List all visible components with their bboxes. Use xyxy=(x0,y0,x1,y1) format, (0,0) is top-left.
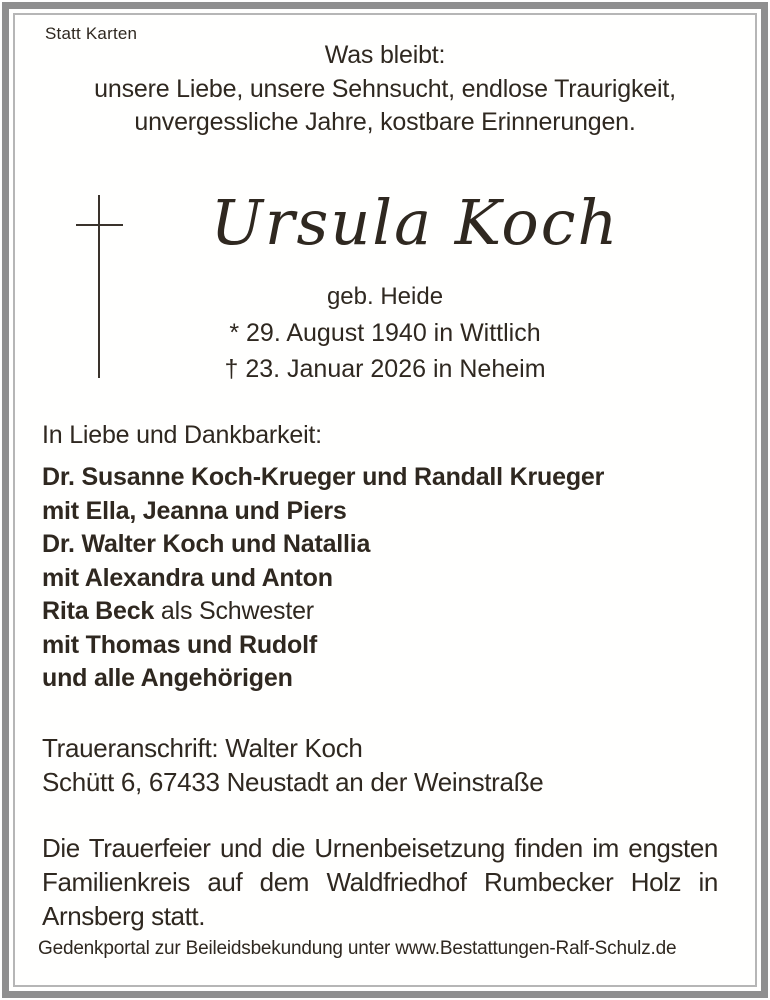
family-line-bold: Dr. Walter Koch und Natallia xyxy=(42,530,371,558)
maiden-name: geb. Heide xyxy=(326,283,444,310)
family-line-bold: Dr. Susanne Koch-Krueger und Randall Krueger xyxy=(42,463,605,491)
family-line-regular: als Schwester xyxy=(154,597,314,625)
epigraph-line-3: unvergessliche Jahre, kostbare Erinnerungen. xyxy=(134,108,636,136)
family-line-bold: mit Alexandra und Anton xyxy=(42,563,333,592)
family-line-bold: mit Ella, Jeanna und Piers xyxy=(42,496,347,525)
family-line xyxy=(42,461,604,495)
family-line xyxy=(42,662,604,696)
mourning-intro: In Liebe und Dankbarkeit: xyxy=(42,421,322,449)
corner-note: Statt Karten xyxy=(45,24,138,43)
family-line-bold: mit Thomas und Rudolf xyxy=(42,630,317,659)
death-line: † 23. Januar 2026 in Neheim xyxy=(224,355,546,383)
address-line-2: Schütt 6, 67433 Neustadt an der Weinstraße xyxy=(42,767,544,797)
family-line-bold: und alle Angehörigen xyxy=(42,664,293,692)
family-line xyxy=(42,595,604,629)
mourning-address xyxy=(42,731,543,799)
family-line-bold: Rita Beck xyxy=(42,597,155,625)
epigraph-line-1: Was bleibt: xyxy=(324,41,446,69)
deceased-name: Ursula Koch xyxy=(210,186,620,259)
ceremony-paragraph: Die Trauerfeier und die Urnenbeisetzung finden im engsten Familienkreis auf dem Waldfriedhof Rumbecker Holz in Arnsberg statt. xyxy=(42,833,718,931)
family-line xyxy=(42,562,604,596)
memorial-portal-line: Gedenkportal zur Beileidsbekundung unter www.Bestattungen-Ralf-Schulz.de xyxy=(38,938,677,959)
address-line-1: Traueranschrift: Walter Koch xyxy=(42,733,363,763)
family-line xyxy=(42,528,604,562)
family-list xyxy=(42,461,604,696)
family-line xyxy=(42,495,604,529)
epigraph-line-2: unsere Liebe, unsere Sehnsucht, endlose Traurigkeit, xyxy=(94,74,676,103)
birth-line: * 29. August 1940 in Wittlich xyxy=(229,319,541,347)
epigraph xyxy=(0,39,770,140)
family-line xyxy=(42,629,604,663)
